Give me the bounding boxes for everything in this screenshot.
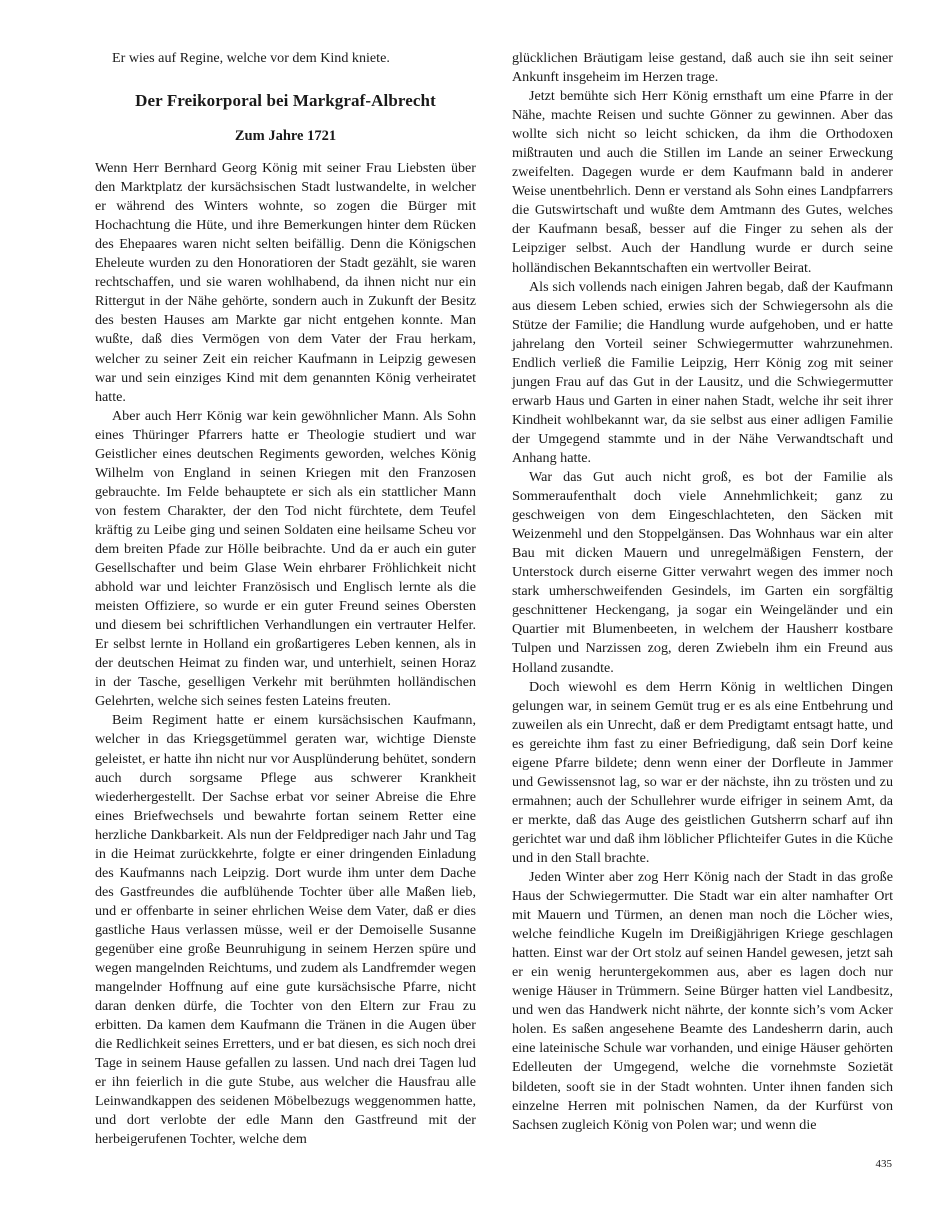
page-number: 435 [875, 1158, 892, 1170]
paragraph: Jetzt bemühte sich Herr König ernsthaft um eine Pfarre in der Nähe, machte Reisen und suchte Gönner zu gewinnen. Aber das wollte sich nicht so leicht schicken, da ihm die Orthodoxen mißtrauten und auch die Stillen im Lande an seiner Erweckung zweifelten. Dagegen wurde er dem Kaufmann bald in anderer Weise unentbehrlich. Denn er verstand als Sohn eines Landpfarrers die Gutswirtschaft und wußte dem Amtmann des Gutes, welches der Kaufmann besaß, besser auf die Finger zu sehen als der Leipziger selbst. Auch der Handlung wurde er durch seine holländischen Bekanntschaften ein wertvoller Beirat. [512, 88, 893, 276]
right-column [512, 49, 893, 1135]
paragraph: War das Gut auch nicht groß, es bot der Familie als Sommeraufenthalt doch viele Annehmlichkeit; ganz zu geschweigen von dem Eingeschlachteten, den Säcken mit Weizenmehl und den Stoppelgänsen. Das Wohnhaus war ein alter Bau mit dicken Mauern und unregelmäßigen Fenstern, der Unterstock durch eiserne Gitter verwahrt wegen des immer noch stark umherschweifenden Gesindels, im Garten ein sorgfältig geschnittener Heckengang, ja sogar ein Weingeländer und ein Quartier mit Blumenbeeten, in welchem der Hausherr kostbare Tulpen und Narzissen zog, deren Zwiebeln ihm ein Freund aus Holland zusandte. [512, 469, 893, 676]
intro-line: Er wies auf Regine, welche vor dem Kind kniete. [112, 50, 390, 66]
paragraph: Beim Regiment hatte er einem kursächsischen Kaufmann, welcher in das Kriegsgetümmel geraten war, wichtige Dienste geleistet, er hatte ihn nicht nur vor Ausplünderung behütet, sondern auch durch sorgsame Pflege aus schwerer Krankheit wiederhergestellt. Der Sachse erbat vor seiner Abreise die Ehre eines Briefwechsels und bewahrte fortan seinem Retter eine herzliche Dankbarkeit. Als nun der Feldprediger nach Jahr und Tag in die Heimat zurückkehrte, folgte er einer dringenden Einladung des Kaufmanns nach Leipzig. Dort wurde ihm unter dem Dache des Gastfreundes die aufblühende Tochter über alle Maßen lieb, und er offenbarte in seiner ehrlichen Weise dem Vater, daß er dies gastliche Haus verlassen müsse, weil er der Demoiselle Susanne gegenüber eine große Beunruhigung in seinem Herzen spüre und wegen mangelnden Reichtums, und zudem als Landfremder wegen mangelnder Hoffnung auf eine gute kursächsische Pfarre, nicht daran denken dürfe, die Tochter von den Eltern zur Frau zu erbitten. Da kamen dem Kaufmann die Tränen in die Augen über die Redlichkeit seines Erretters, und er bat diesen, es sich noch drei Tage in seinem Hause gefallen zu lassen. Und nach drei Tagen lud er ihn feierlich in die gute Stube, aus welcher die Hausfrau alle Leinwandkappen des seidenen Möbelbezugs weggenommen hatte, und dort verlobte der edle Mann den Gastfreund mit der herbeigerufenen Tochter, welche dem [95, 712, 476, 1148]
chapter-title: Der Freikorporal bei Markgraf-Albrecht [135, 91, 436, 111]
paragraph: Als sich vollends nach einigen Jahren begab, daß der Kaufmann aus diesem Leben schied, erwies sich der Schwiegersohn als die Stütze der Familie; die Handlung wurde aufgehoben, und er hatte jahrelang den Vorteil seiner Schwiegermutter wahrzunehmen. Endlich verließ die Familie Leipzig, Herr König zog mit seiner jungen Frau auf das Gut in der Lausitz, und die Schwiegermutter erwarb Haus und Garten in einer nahen Stadt, welche ihr seit ihrer Kindheit wohlbekannt war, da sie selbst aus einer adligen Familie der Umgegend stammte und in der Nähe Verwandtschaft und Anhang hatte. [512, 278, 893, 466]
left-column [95, 49, 476, 1149]
paragraph: Wenn Herr Bernhard Georg König mit seiner Frau Liebsten über den Marktplatz der kursächsischen Stadt lustwandelte, in welcher er während des Winters wohnte, so zogen die Bürger mit Hochachtung die Hüte, und ihre Bemerkungen hinter dem Rücken des Ehepaares waren nicht selten beifällig. Denn die Königschen Eheleute wurden zu den Honoratioren der Stadt gezählt, sie waren rechtschaffen, und sie waren wohlhabend, da ihnen nicht nur ein Rittergut in der Nähe gehörte, sondern auch in Zukunft der Besitz des besten Hauses am Markte gar nicht entgehen konnte. Man wußte, daß dies Vermögen von dem Vater der Frau herkam, welcher zu seiner Zeit ein reicher Kaufmann in Leipzig gewesen war und sein einziges Kind mit dem genannten König verheiratet hatte. [95, 160, 476, 405]
chapter-subtitle: Zum Jahre 1721 [234, 128, 337, 145]
paragraph: Jeden Winter aber zog Herr König nach der Stadt in das große Haus der Schwiegermutter. Die Stadt war ein alter namhafter Ort mit Mauern und Türmen, an denen man noch die Löcher wies, welche feindliche Kugeln im Dreißigjährigen Kriege geschlagen hatten. Einst war der Ort stolz auf seinen Handel gewesen, jetzt sah er ein wenig heruntergekommen aus, aber es lagen doch nur wenige Häuser in Trümmern. Seine Bürger hatten viel Landbesitz, und wen das Handwerk nicht nährte, der konnte sich’s vom Acker holen. Es saßen angesehene Beamte des Landesherrn darin, auch eine lateinische Schule war vorhanden, und einige Häuser gehörten Edelleuten der Umgegend, welche die vornehmste Sozietät bildeten, sooft sie in der Stadt wohnten. Unter ihnen fanden sich einzelne Herren mit polnischen Namen, da der Kurfürst von Sachsen zugleich König von Polen war; und wenn die [512, 869, 893, 1133]
paragraph: Doch wiewohl es dem Herrn König in weltlichen Dingen gelungen war, in seinem Gemüt trug er es als eine Entbehrung und zuweilen als ein Unrecht, daß er dem Predigtamt entsagt hatte, und es gereichte ihm fast zu einer Befriedigung, daß sein Dorf keine eigene Pfarre bildete; denn wenn einer der Dorfleute in Jammer und Gewissensnot lag, so war er der nächste, ihn zu trösten und zu ermahnen; auch der Schullehrer wurde eifriger in seinem Amt, da er merkte, daß das Auge des geistlichen Gutsherrn scharf auf ihn gerichtet war und daß ihm löblicher Pflichteifer Gutes in die Küche und in den Stall brachte. [512, 678, 893, 866]
paragraph: Aber auch Herr König war kein gewöhnlicher Mann. Als Sohn eines Thüringer Pfarrers hatte er Theologie studiert und war Geistlicher eines deutschen Regiments geworden, welches König Wilhelm von England in seinen Kriegen mit den Franzosen gebrauchte. Im Felde behauptete er sich als ein stattlicher Mann von festem Charakter, der den Tod nicht fürchtete, dem Teufel kräftig zu Leibe ging und seinen Soldaten eine heilsame Scheu vor dem breiten Pfade zur Hölle beibrachte. Und da er auch ein guter Gesellschafter und beim Glase Wein ehrbarer Fröhlichkeit nicht abhold war und leichter Französisch und Englisch lernte als die meisten Offiziere, so wurde er ein guter Freund seines Obersten und diesem bei schriftlichen Verhandlungen ein vertrauter Helfer. Er selbst lernte in Holland ein großartigeres Leben kennen, als in der deutschen Heimat zu finden war, und unterhielt, seinen Horaz in der Tasche, geselligen Verkehr mit berühmten holländischen Gelehrten, welche sich seines festen Lateins freuten. [95, 407, 476, 710]
paragraph-continuation: glücklichen Bräutigam leise gestand, daß auch sie ihn seit seiner Ankunft insgeheim im Herzen trage. [512, 50, 893, 86]
